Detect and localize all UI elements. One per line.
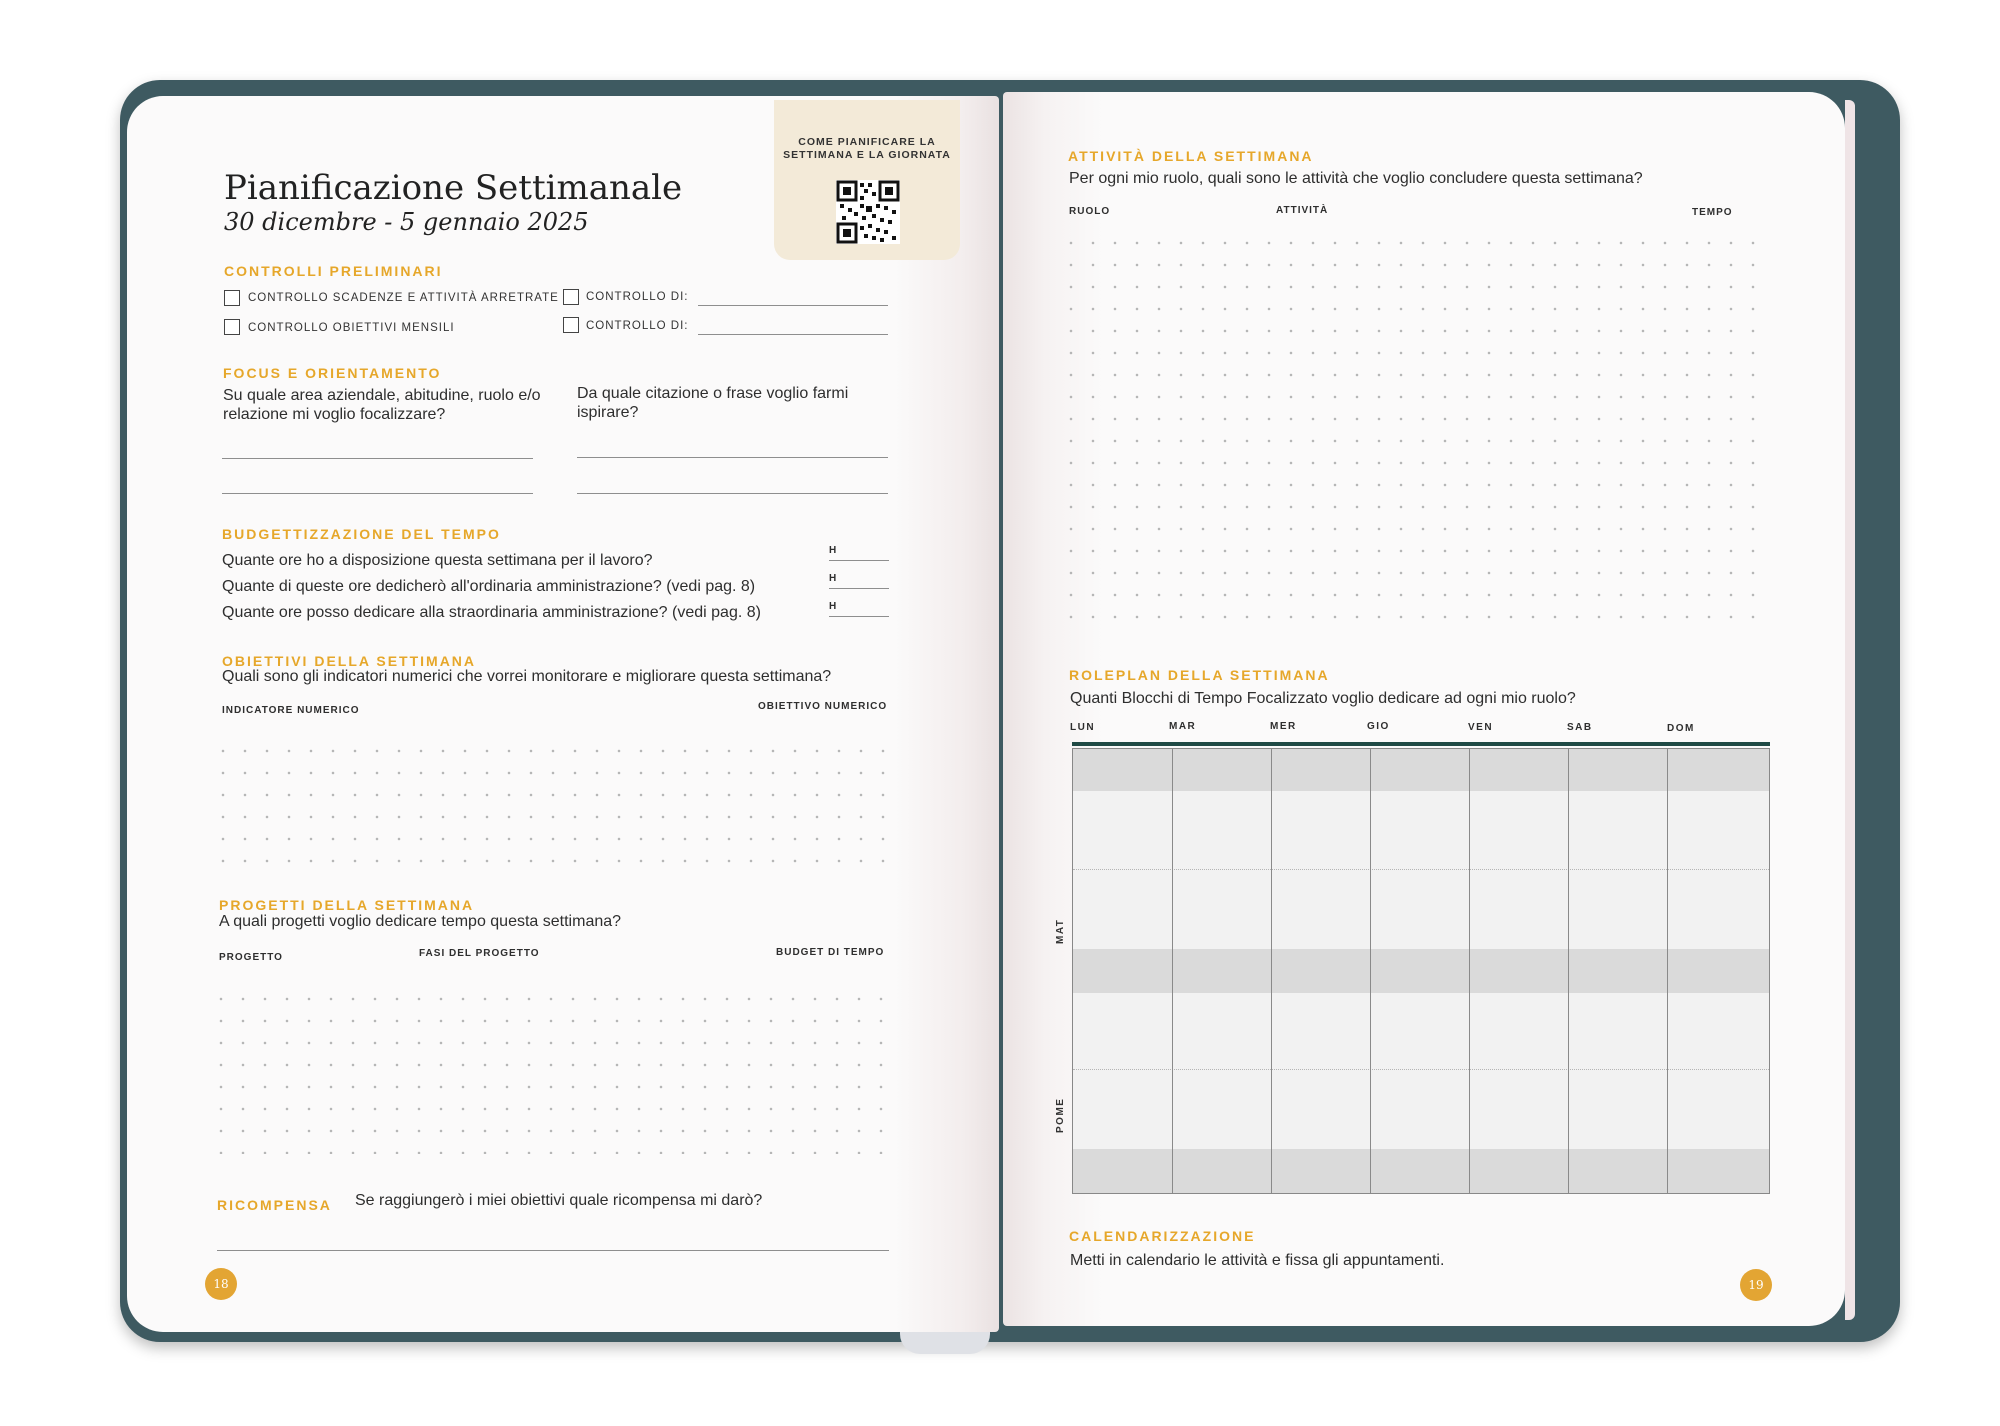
page-subtitle: 30 dicembre - 5 gennaio 2025 <box>224 208 589 236</box>
col-attivita: ATTIVITÀ <box>1276 205 1329 216</box>
budget-question-3: Quante ore posso dedicare alla straordinaria amministrazione? (vedi pag. 8) <box>222 604 761 621</box>
calendario-heading: CALENDARIZZAZIONE <box>1069 1228 1256 1244</box>
grid-bottom-band <box>1073 1149 1769 1193</box>
grid-col-divider <box>1172 749 1173 1193</box>
grid-col-divider <box>1568 749 1569 1193</box>
day-label-gio: GIO <box>1367 721 1390 732</box>
hours-field[interactable] <box>829 616 889 617</box>
col-budget: BUDGET DI TEMPO <box>776 947 885 958</box>
ricompensa-answer-line[interactable] <box>217 1250 889 1251</box>
checkbox-controllo-di-2[interactable] <box>563 317 579 333</box>
grid-row-divider <box>1073 869 1769 870</box>
checkbox-label: CONTROLLO DI: <box>586 320 689 332</box>
roleplan-heading: ROLEPLAN DELLA SETTIMANA <box>1069 667 1330 683</box>
col-indicatore: INDICATORE NUMERICO <box>222 705 360 716</box>
row-label-mat: MAT <box>1055 918 1066 944</box>
qr-code-icon[interactable] <box>836 180 900 244</box>
hours-field[interactable] <box>829 560 889 561</box>
controllo-di-line[interactable] <box>698 305 888 306</box>
roleplan-question: Quanti Blocchi di Tempo Focalizzato voglio dedicare ad ogni mio ruolo? <box>1070 690 1576 707</box>
focus-question-1: Su quale area aziendale, abitudine, ruolo e/o relazione mi voglio focalizzare? <box>223 387 541 423</box>
day-label-mer: MER <box>1270 721 1297 732</box>
obiettivi-heading: OBIETTIVI DELLA SETTIMANA <box>222 653 477 669</box>
page-number-right: 19 <box>1740 1269 1772 1301</box>
ricompensa-heading: RICOMPENSA <box>217 1197 332 1213</box>
col-obiettivo: OBIETTIVO NUMERICO <box>758 701 888 712</box>
attivita-question: Per ogni mio ruolo, quali sono le attività che voglio concludere questa settimana? <box>1069 170 1643 187</box>
ricompensa-question: Se raggiungerò i miei obiettivi quale ricompensa mi darò? <box>355 1192 763 1209</box>
grid-col-divider <box>1469 749 1470 1193</box>
checkbox-controllo-obiettivi[interactable] <box>224 319 240 335</box>
progetti-dot-grid[interactable] <box>210 988 890 1154</box>
hours-field[interactable] <box>829 588 889 589</box>
col-tempo: TEMPO <box>1692 207 1733 218</box>
attivita-dot-grid[interactable] <box>1060 232 1760 634</box>
focus-heading: FOCUS E ORIENTAMENTO <box>223 365 442 381</box>
hours-unit: H <box>829 601 838 612</box>
focus-answer-line[interactable] <box>222 493 533 494</box>
hours-unit: H <box>829 573 838 584</box>
checkbox-controllo-scadenze[interactable] <box>224 290 240 306</box>
calendario-text: Metti in calendario le attività e fissa gli appuntamenti. <box>1070 1252 1445 1269</box>
day-label-lun: LUN <box>1070 722 1096 733</box>
budget-question-2: Quante di queste ore dedicherò all'ordinaria amministrazione? (vedi pag. 8) <box>222 578 756 595</box>
col-progetto: PROGETTO <box>219 952 283 963</box>
obiettivi-dot-grid[interactable] <box>212 740 892 880</box>
budget-heading: BUDGETTIZZAZIONE DEL TEMPO <box>222 526 501 542</box>
controlli-heading: CONTROLLI PRELIMINARI <box>224 263 443 279</box>
progetti-question: A quali progetti voglio dedicare tempo questa settimana? <box>219 913 622 930</box>
checkbox-label: CONTROLLO SCADENZE E ATTIVITÀ ARRETRATE <box>248 292 559 304</box>
page-number-left: 18 <box>205 1268 237 1300</box>
progetti-heading: PROGETTI DELLA SETTIMANA <box>219 897 475 913</box>
quote-answer-line[interactable] <box>577 493 888 494</box>
qr-card[interactable] <box>774 100 960 260</box>
day-label-dom: DOM <box>1667 723 1695 734</box>
checkbox-controllo-di-1[interactable] <box>563 289 579 305</box>
qr-card-label: COME PIANIFICARE LA SETTIMANA E LA GIORNATA <box>783 136 951 161</box>
controllo-di-line[interactable] <box>698 334 888 335</box>
roleplan-top-rule <box>1072 742 1770 746</box>
budget-question-1: Quante ore ho a disposizione questa settimana per il lavoro? <box>222 552 653 569</box>
page-title: Pianificazione Settimanale <box>224 168 683 208</box>
hours-unit: H <box>829 545 838 556</box>
grid-col-divider <box>1667 749 1668 1193</box>
obiettivi-question: Quali sono gli indicatori numerici che vorrei monitorare e migliorare questa settimana? <box>222 668 832 685</box>
grid-row-divider <box>1073 1069 1769 1070</box>
grid-col-divider <box>1271 749 1272 1193</box>
row-label-pome: POME <box>1055 1097 1066 1133</box>
day-label-sab: SAB <box>1567 722 1593 733</box>
checkbox-label: CONTROLLO DI: <box>586 291 689 303</box>
attivita-heading: ATTIVITÀ DELLA SETTIMANA <box>1068 148 1314 164</box>
grid-header-band <box>1073 749 1769 791</box>
roleplan-grid[interactable] <box>1072 748 1770 1194</box>
grid-middle-band <box>1073 949 1769 993</box>
quote-answer-line[interactable] <box>577 457 888 458</box>
col-ruolo: RUOLO <box>1069 206 1111 217</box>
day-label-ven: VEN <box>1468 722 1494 733</box>
grid-col-divider <box>1370 749 1371 1193</box>
col-fasi: FASI DEL PROGETTO <box>419 948 540 959</box>
focus-question-2: Da quale citazione o frase voglio farmi ispirare? <box>577 385 849 421</box>
focus-answer-line[interactable] <box>222 458 533 459</box>
day-label-mar: MAR <box>1169 721 1197 732</box>
page-edges <box>1845 100 1855 1320</box>
checkbox-label: CONTROLLO OBIETTIVI MENSILI <box>248 322 455 334</box>
